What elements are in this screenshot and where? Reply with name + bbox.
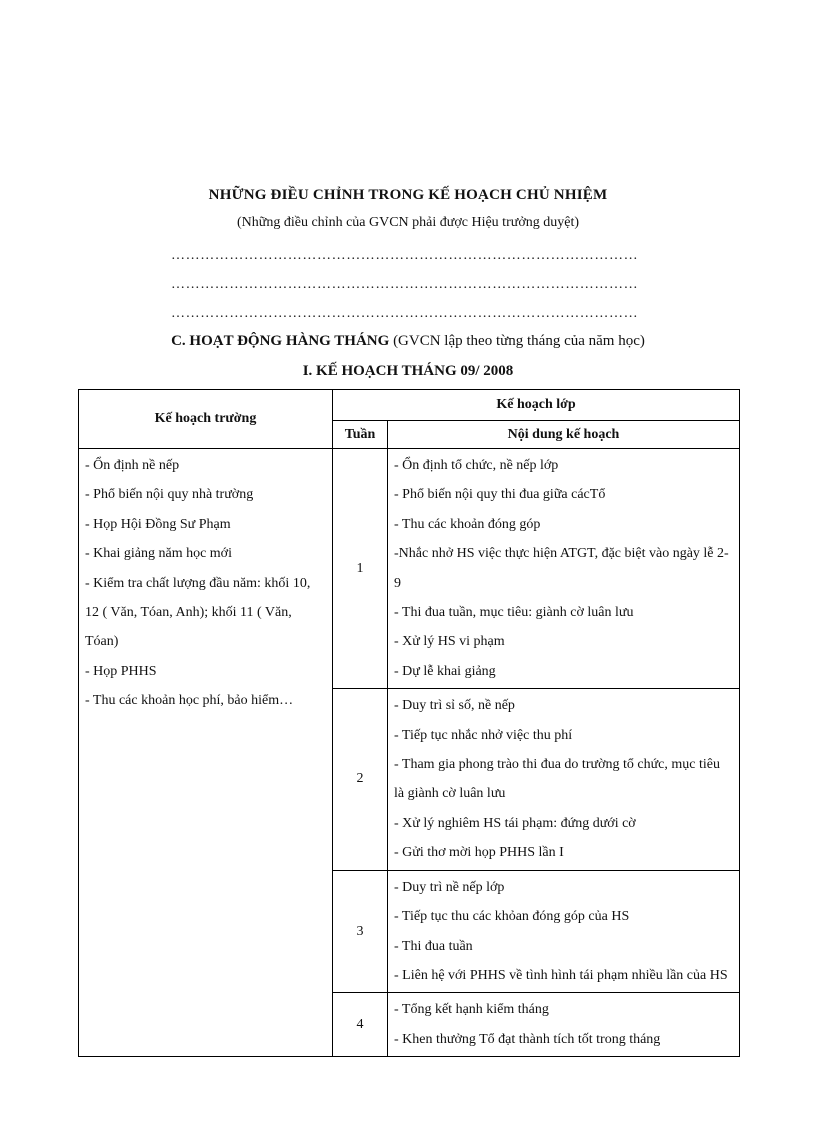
monthly-plan-table: [78, 389, 740, 1057]
list-item: - Khen thưởng Tổ đạt thành tích tốt trong tháng: [394, 1031, 661, 1047]
list-item: - Tham gia phong trào thi đua do trường tổ chức, mục tiêu là giành cờ luân lưu: [394, 757, 720, 802]
list-item: - Tổng kết hạnh kiểm tháng: [394, 1002, 549, 1018]
section-c-heading: [0, 333, 816, 350]
dotted-line-1: ……………………………………………………………………………………: [171, 248, 639, 263]
list-item: - Liên hệ với PHHS về tình hình tái phạm nhiều lần của HS: [394, 967, 728, 983]
list-item: - Phổ biến nội quy thi đua giữa cácTổ: [394, 487, 606, 503]
section-c-label: C. HOẠT ĐỘNG HÀNG THÁNG: [171, 333, 390, 349]
list-item: - Kiểm tra chất lượng đầu năm: khối 10, 12 ( Văn, Tóan, Anh); khối 11 ( Văn, Tóan): [85, 575, 311, 650]
list-item: - Khai giảng năm học mới: [85, 546, 232, 562]
week-content-cell: [388, 993, 740, 1057]
header-content: Nội dung kế hoạch: [388, 421, 740, 449]
header-week: Tuần: [333, 421, 388, 449]
week-number: 4: [333, 993, 388, 1057]
list-item: - Xử lý nghiêm HS tái phạm: đứng dưới cờ: [394, 815, 636, 831]
list-item: - Họp PHHS: [85, 663, 157, 679]
school-plan-cell: [79, 449, 333, 1057]
list-item: - Họp Hội Đồng Sư Phạm: [85, 516, 231, 532]
list-item: - Xử lý HS vi phạm: [394, 634, 505, 650]
list-item: - Duy trì sỉ số, nề nếp: [394, 698, 515, 714]
section-i-heading: I. KẾ HOẠCH THÁNG 09/ 2008: [302, 363, 514, 379]
dotted-line-3: ……………………………………………………………………………………: [171, 306, 639, 321]
list-item: - Ổn định tổ chức, nề nếp lớp: [394, 458, 559, 473]
section-c-note: (GVCN lập theo từng tháng của năm học): [393, 333, 645, 349]
list-item: - Tiếp tục thu các khỏan đóng góp của HS: [394, 909, 630, 925]
list-item: - Duy trì nề nếp lớp: [394, 879, 505, 895]
week-number: 2: [333, 689, 388, 870]
page-title: NHỮNG ĐIỀU CHỈNH TRONG KẾ HOẠCH CHỦ NHIỆM: [208, 187, 608, 203]
header-class-plan: Kế hoạch lớp: [333, 390, 740, 421]
list-item: - Thi đua tuần, mục tiêu: giành cờ luân lưu: [394, 605, 634, 621]
page-subtitle: (Những điều chỉnh của GVCN phải được Hiệu trưởng duyệt): [237, 215, 579, 230]
list-item: - Dự lễ khai giảng: [394, 663, 496, 679]
list-item: - Thu các khoản đóng góp: [394, 516, 541, 532]
list-item: - Ổn định nề nếp: [85, 458, 180, 473]
week-content-cell: [388, 449, 740, 689]
week-number: 3: [333, 870, 388, 993]
list-item: -Nhắc nhở HS việc thực hiện ATGT, đặc biệt vào ngày lễ 2-9: [394, 546, 729, 591]
list-item: - Tiếp tục nhắc nhở việc thu phí: [394, 727, 573, 743]
week-content-cell: [388, 689, 740, 870]
week-number: 1: [333, 449, 388, 689]
table-row: [79, 449, 740, 689]
list-item: - Phổ biến nội quy nhà trường: [85, 487, 254, 503]
header-school-plan: Kế hoạch trường: [79, 390, 333, 449]
list-item: - Thi đua tuần: [394, 938, 473, 954]
list-item: - Thu các khoản học phí, bảo hiểm…: [85, 693, 294, 709]
dotted-line-2: ……………………………………………………………………………………: [171, 277, 639, 292]
list-item: - Gửi thơ mời họp PHHS lần I: [394, 845, 564, 861]
week-content-cell: [388, 870, 740, 993]
header-row-1: [79, 390, 740, 421]
